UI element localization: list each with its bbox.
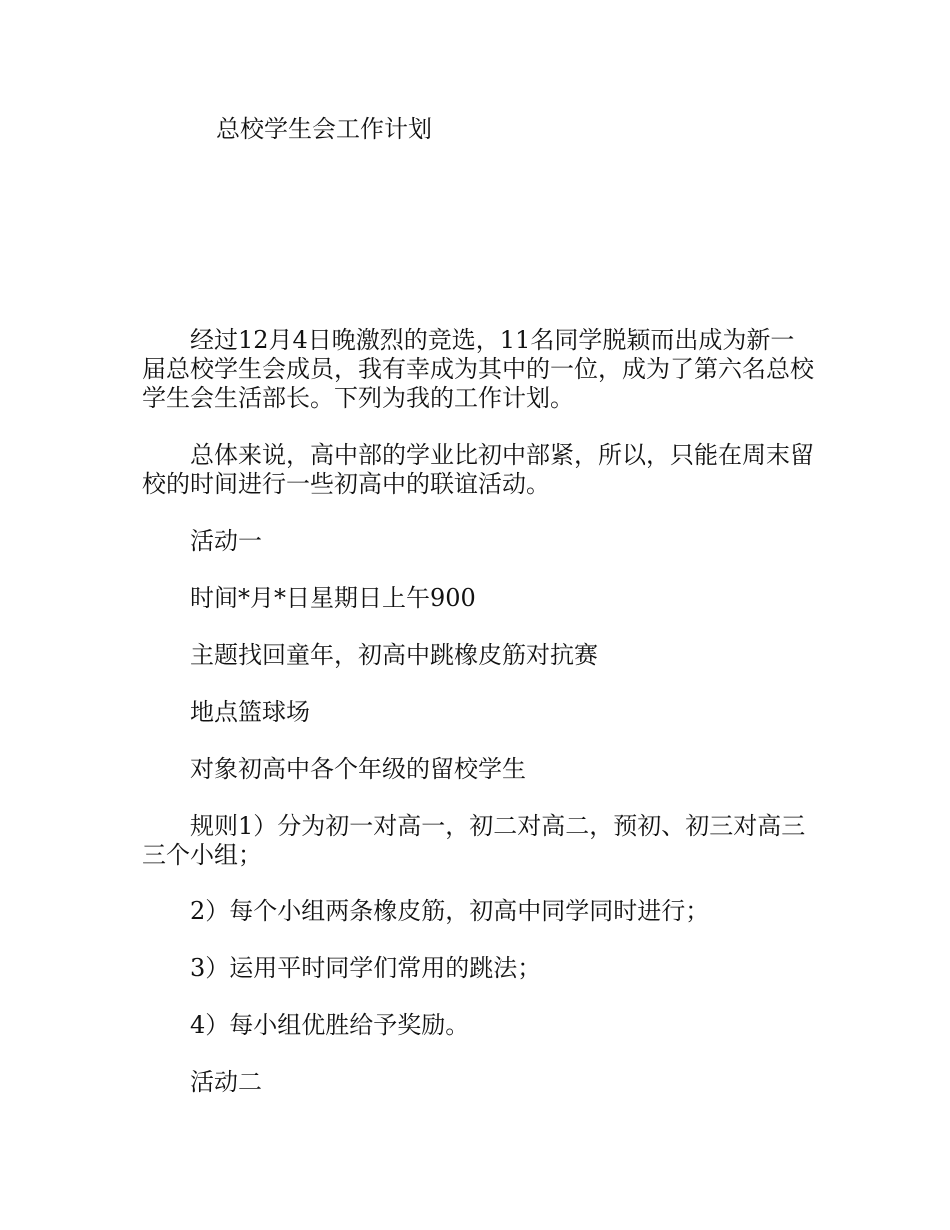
activity-one-rule-2: 2）每个小组两条橡皮筋，初高中同学同时进行； [190, 897, 710, 925]
activity-one-rule-3: 3）运用平时同学们常用的跳法； [190, 954, 542, 982]
activity-one-location: 地点篮球场 [190, 698, 310, 726]
activity-one-heading: 活动一 [190, 527, 262, 555]
activity-one-rule-4: 4）每小组优胜给予奖励。 [190, 1011, 470, 1039]
activity-one-audience: 对象初高中各个年级的留校学生 [190, 755, 526, 783]
activity-one-rule-1: 规则1）分为初一对高一，初二对高二，预初、初三对高三三个小组； [142, 812, 806, 869]
document-title: 总校学生会工作计划 [216, 115, 432, 143]
paragraph-intro: 经过12月4日晚激烈的竞选，11名同学脱颖而出成为新一届总校学生会成员，我有幸成为其中的一位，成为了第六名总校学生会生活部长。下列为我的工作计划。 [142, 326, 814, 412]
paragraph-overview: 总体来说，高中部的学业比初中部紧，所以，只能在周末留校的时间进行一些初高中的联谊活动。 [142, 441, 814, 498]
activity-one-theme: 主题找回童年，初高中跳橡皮筋对抗赛 [190, 641, 598, 669]
activity-one-time: 时间*月*日星期日上午900 [190, 584, 476, 612]
activity-two-heading: 活动二 [190, 1068, 262, 1096]
